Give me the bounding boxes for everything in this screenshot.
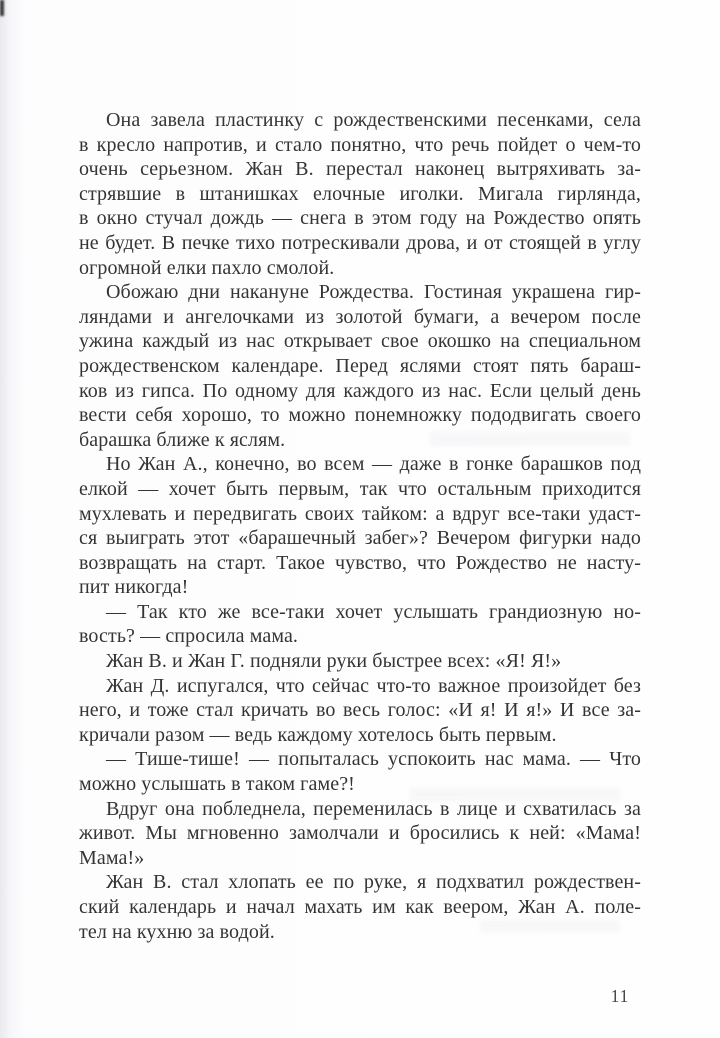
text-line: пит никогда!: [79, 576, 189, 599]
text-line: вести себя хорошо, то можно понемножку пододвигать своего: [79, 404, 641, 427]
text-line: не будет. В печке тихо потрескивали дрова, и от стоящей в углу: [79, 231, 641, 254]
paragraph: [79, 649, 641, 674]
text-line: ляндами и ангелочками из золотой бумаги, а вечером после: [79, 305, 641, 328]
text-line: елкой — хочет быть первым, так что остальным приходится: [79, 477, 641, 500]
text-line: ужина каждый из нас открывает свое окошко на специальном: [79, 330, 641, 353]
text-line: живот. Мы мгновенно замолчали и бросились к ней: «Мама!: [79, 822, 641, 845]
paragraph: [79, 870, 641, 944]
text-line: Жан В. и Жан Г. подняли руки быстрее всех: «Я! Я!»: [106, 650, 562, 673]
text-line: Обожаю дни накануне Рождества. Гостиная украшена гир-: [106, 281, 641, 304]
text-line: ский календарь и начал махать им как веером, Жан А. поле-: [79, 896, 641, 918]
text-line: барашка ближе к яслям.: [79, 428, 286, 451]
paragraph: [79, 600, 641, 649]
text-line: него, и тоже стал кричать во весь голос: «И я! И я!» И все за-: [79, 699, 641, 722]
scan-corner-artifact: [0, 0, 4, 16]
text-line: Но Жан А., конечно, во всем — даже в гонке барашков под: [106, 453, 641, 476]
text-line: ков из гипса. По одному для каждого из нас. Если целый день: [79, 379, 641, 402]
text-line: очень серьезном. Жан В. перестал наконец вытряхивать за-: [79, 158, 641, 181]
text-line: — Тише-тише! — попыталась успокоить нас мама. — Что: [106, 748, 641, 771]
text-line: вость? — спросила мама.: [79, 625, 299, 648]
text-line: можно услышать в таком гаме?!: [79, 773, 355, 796]
paragraph: [79, 674, 641, 748]
text-line: — Так кто же все-таки хочет услышать грандиозную но-: [106, 600, 641, 623]
text-line: стрявшие в штанишках елочные иголки. Мигала гирлянда,: [79, 182, 641, 205]
paragraph: [79, 747, 641, 796]
text-line: Она завела пластинку с рождественскими песенками, села: [106, 109, 641, 131]
text-line: возвращать на старт. Такое чувство, что Рождество не насту-: [79, 551, 641, 574]
page-number: 11: [610, 986, 630, 1006]
text-line: в окно стучал дождь — снега в этом году на Рождество опять: [79, 207, 641, 230]
paragraph: [79, 797, 641, 871]
text-line: кричали разом — ведь каждому хотелось быть первым.: [79, 723, 557, 746]
text-line: Жан Д. испугался, что сейчас что-то важное произойдет без: [106, 674, 641, 697]
text-line: Мама!»: [79, 846, 145, 869]
text-block: [79, 108, 641, 944]
paragraph: [79, 452, 641, 600]
text-line: Вдруг она побледнела, переменилась в лице и схватилась за: [106, 797, 641, 820]
text-line: тел на кухню за водой.: [79, 920, 275, 943]
text-line: мухлевать и передвигать своих тайком: а вдруг все-таки удаст-: [79, 502, 641, 525]
text-line: огромной елки пахло смолой.: [79, 256, 335, 279]
paragraph: [79, 280, 641, 452]
paragraph: [79, 108, 641, 280]
text-line: ся выиграть этот «барашечный забег»? Вечером фигурки надо: [79, 527, 641, 550]
text-line: в кресло напротив, и стало понятно, что речь пойдет о чем-то: [79, 133, 641, 156]
text-line: Жан В. стал хлопать ее по руке, я подхватил рождествен-: [106, 871, 641, 894]
text-line: рождественском календаре. Перед яслями стоят пять бараш-: [79, 354, 641, 377]
